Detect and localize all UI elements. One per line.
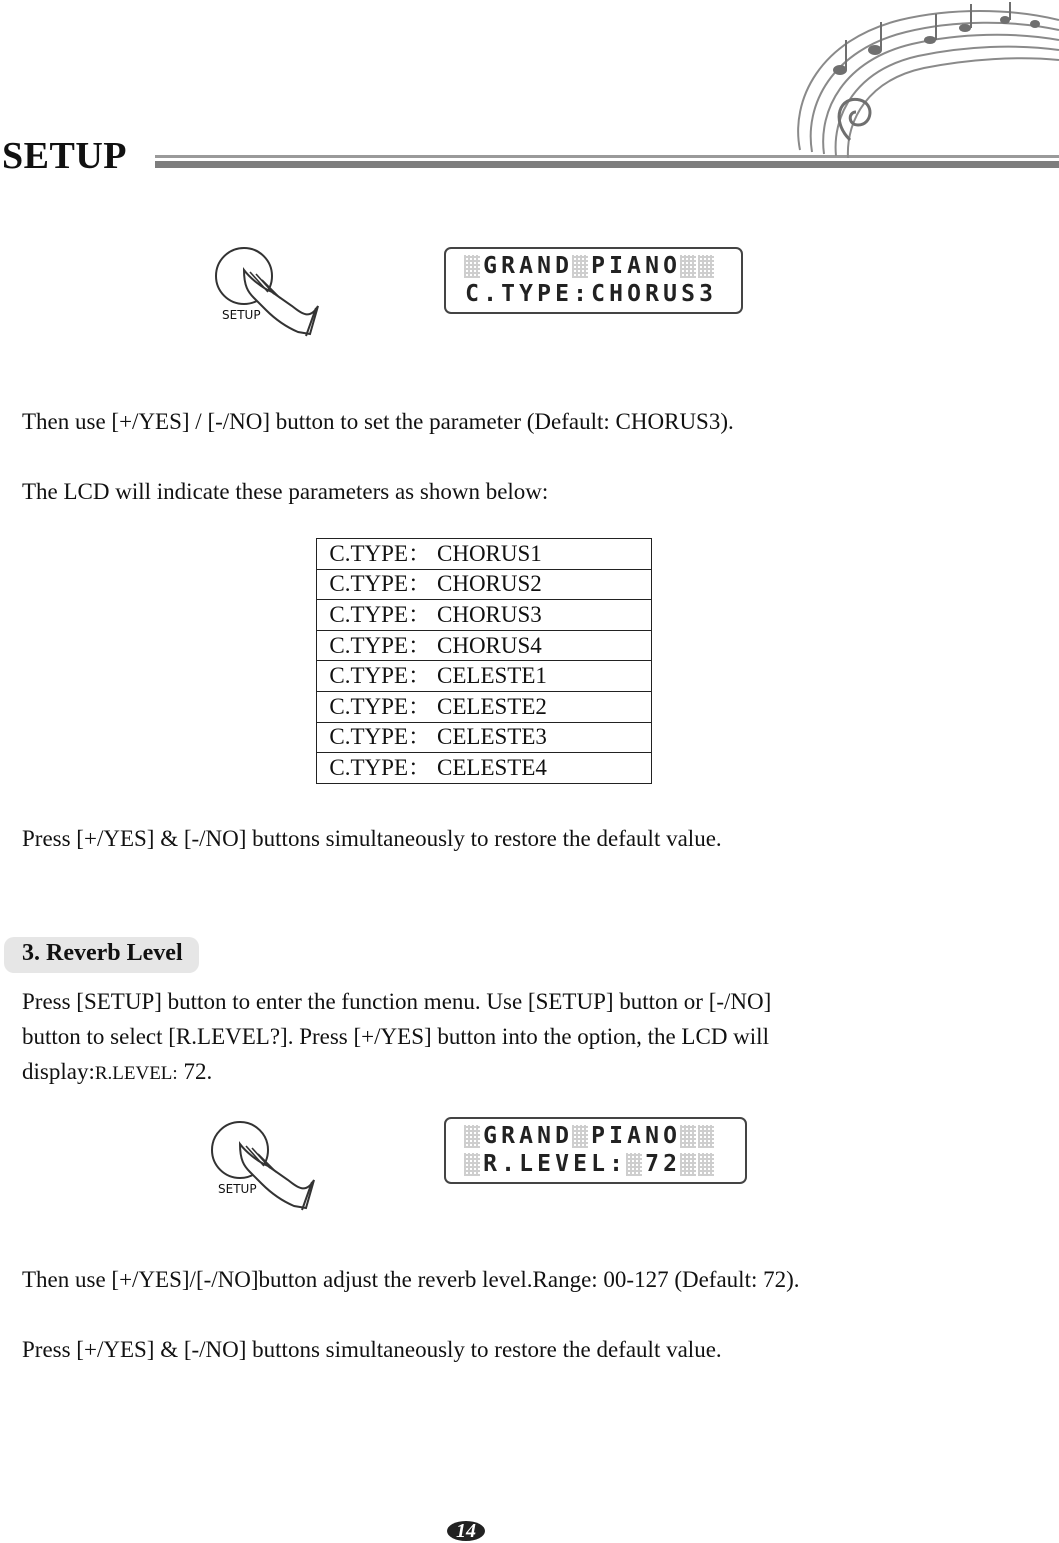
- table-row: [317, 722, 652, 753]
- chorus-type-key: C.TYPE：: [317, 661, 438, 692]
- lcd-char-cell: C: [591, 281, 605, 307]
- lcd-char-cell: A: [519, 1123, 533, 1149]
- lcd-display-chorus: [444, 247, 743, 314]
- table-row: [317, 753, 652, 784]
- lcd-char-cell: O: [627, 281, 641, 307]
- lcd-char-cell: A: [519, 253, 533, 279]
- lcd-char-cell: O: [663, 1123, 677, 1149]
- lcd-blank-cell: [626, 1153, 642, 1176]
- lcd-blank-cell: [680, 1153, 696, 1176]
- chorus-type-value: CELESTE1: [437, 661, 652, 692]
- lcd-char-cell: U: [663, 281, 677, 307]
- lcd-char-cell: P: [591, 253, 605, 279]
- table-row: [317, 600, 652, 631]
- lcd-blank-cell: [680, 255, 696, 278]
- lcd-char-cell: N: [537, 253, 551, 279]
- chorus-type-key: C.TYPE：: [317, 569, 438, 600]
- chorus-type-value: CHORUS2: [437, 569, 652, 600]
- lcd-char-cell: R: [501, 253, 515, 279]
- page-number: 14: [456, 1520, 476, 1542]
- lcd-char-cell: H: [609, 281, 623, 307]
- setup-button-label: SETUP: [222, 308, 261, 322]
- table-row: [317, 569, 652, 600]
- chorus-type-key: C.TYPE：: [317, 630, 438, 661]
- lcd-char-cell: P: [591, 1123, 605, 1149]
- lcd-char-cell: E: [555, 281, 569, 307]
- lcd-char-cell: 3: [699, 281, 713, 307]
- lcd-char-cell: P: [537, 281, 551, 307]
- instruction-set-parameter: Then use [+/YES] / [-/NO] button to set the parameter (Default: CHORUS3).: [22, 409, 734, 434]
- instruction-restore-default: Press [+/YES] & [-/NO] buttons simultaneously to restore the default value.: [22, 826, 722, 851]
- lcd-char-cell: :: [609, 1151, 623, 1177]
- setup-button-label-2: SETUP: [218, 1182, 257, 1196]
- lcd-char-cell: N: [537, 1123, 551, 1149]
- chorus-type-value: CELESTE4: [437, 753, 652, 784]
- chorus-type-key: C.TYPE：: [317, 691, 438, 722]
- chorus-type-value: CELESTE2: [437, 691, 652, 722]
- lcd-char-cell: O: [663, 253, 677, 279]
- lcd-char-cell: L: [591, 1151, 605, 1177]
- lcd-char-cell: G: [483, 1123, 497, 1149]
- chorus-type-value: CELESTE3: [437, 722, 652, 753]
- lcd-char-cell: 2: [663, 1151, 677, 1177]
- lcd-char-cell: A: [627, 253, 641, 279]
- lcd-blank-cell: [464, 255, 480, 278]
- lcd-char-cell: Y: [519, 281, 533, 307]
- lcd-char-cell: N: [645, 1123, 659, 1149]
- instruction-reverb-line-1: Press [SETUP] button to enter the function menu. Use [SETUP] button or [-/NO]: [22, 989, 772, 1014]
- lcd-char-cell: R: [645, 281, 659, 307]
- page-number-badge: [446, 1520, 486, 1542]
- lcd-char-cell: I: [609, 253, 623, 279]
- lcd-char-cell: A: [627, 1123, 641, 1149]
- lcd-char-cell: D: [555, 1123, 569, 1149]
- table-row: [317, 661, 652, 692]
- lcd-blank-cell: [680, 1125, 696, 1148]
- instruction-restore-default-2: Press [+/YES] & [-/NO] buttons simultaneously to restore the default value.: [22, 1337, 722, 1362]
- lcd-blank-cell: [698, 1125, 714, 1148]
- lcd-char-cell: V: [555, 1151, 569, 1177]
- lcd-char-cell: E: [573, 1151, 587, 1177]
- display-value: 72.: [177, 1059, 213, 1084]
- lcd-blank-cell: [464, 1125, 480, 1148]
- lcd-blank-cell: [698, 1153, 714, 1176]
- instruction-lcd-indicate: The LCD will indicate these parameters as shown below:: [22, 479, 549, 504]
- instruction-adjust-reverb: Then use [+/YES]/[-/NO]button adjust the reverb level.Range: 00-127 (Default: 72).: [22, 1267, 800, 1292]
- section-header-reverb-level: [4, 937, 199, 973]
- page-title: SETUP: [2, 135, 127, 177]
- instruction-reverb-line-3: [22, 1054, 212, 1091]
- lcd-char-cell: R: [483, 1151, 497, 1177]
- setup-button-illustration: [210, 244, 330, 339]
- chorus-type-key: C.TYPE：: [317, 600, 438, 631]
- lcd-char-cell: .: [483, 281, 497, 307]
- table-row: [317, 539, 652, 570]
- lcd-char-cell: .: [501, 1151, 515, 1177]
- music-notes-decoration-icon: [780, 0, 1059, 160]
- lcd-blank-cell: [572, 1125, 588, 1148]
- chorus-type-value: CHORUS3: [437, 600, 652, 631]
- lcd-blank-cell: [572, 255, 588, 278]
- lcd-blank-cell: [464, 1153, 480, 1176]
- lcd-char-cell: T: [501, 281, 515, 307]
- lcd-char-cell: E: [537, 1151, 551, 1177]
- lcd-char-cell: G: [483, 253, 497, 279]
- lcd-line-1: [464, 1125, 733, 1150]
- chorus-type-key: C.TYPE：: [317, 539, 438, 570]
- chorus-type-table: [316, 538, 652, 784]
- chorus-type-key: C.TYPE：: [317, 722, 438, 753]
- lcd-char-cell: :: [573, 281, 587, 307]
- lcd-char-cell: I: [609, 1123, 623, 1149]
- table-row: [317, 691, 652, 722]
- instruction-reverb-line-2: button to select [R.LEVEL?]. Press [+/YES] button into the option, the LCD will: [22, 1024, 769, 1049]
- lcd-char-cell: L: [519, 1151, 533, 1177]
- lcd-char-cell: D: [555, 253, 569, 279]
- lcd-line-1: [464, 255, 729, 280]
- lcd-char-cell: C: [465, 281, 479, 307]
- table-row: [317, 630, 652, 661]
- section-title: 3. Reverb Level: [22, 940, 183, 966]
- lcd-display-reverb: [444, 1117, 747, 1184]
- lcd-line-2: [464, 283, 729, 308]
- chorus-type-value: CHORUS1: [437, 539, 652, 570]
- setup-button-illustration-2: [206, 1118, 326, 1213]
- lcd-char-cell: S: [681, 281, 695, 307]
- lcd-char-cell: 7: [645, 1151, 659, 1177]
- display-rlevel: R.LEVEL:: [94, 1063, 178, 1084]
- chorus-type-key: C.TYPE：: [317, 753, 438, 784]
- lcd-char-cell: N: [645, 253, 659, 279]
- lcd-blank-cell: [698, 255, 714, 278]
- chorus-type-value: CHORUS4: [437, 630, 652, 661]
- lcd-line-2: [464, 1153, 733, 1178]
- display-prefix: display:: [22, 1059, 95, 1084]
- lcd-char-cell: R: [501, 1123, 515, 1149]
